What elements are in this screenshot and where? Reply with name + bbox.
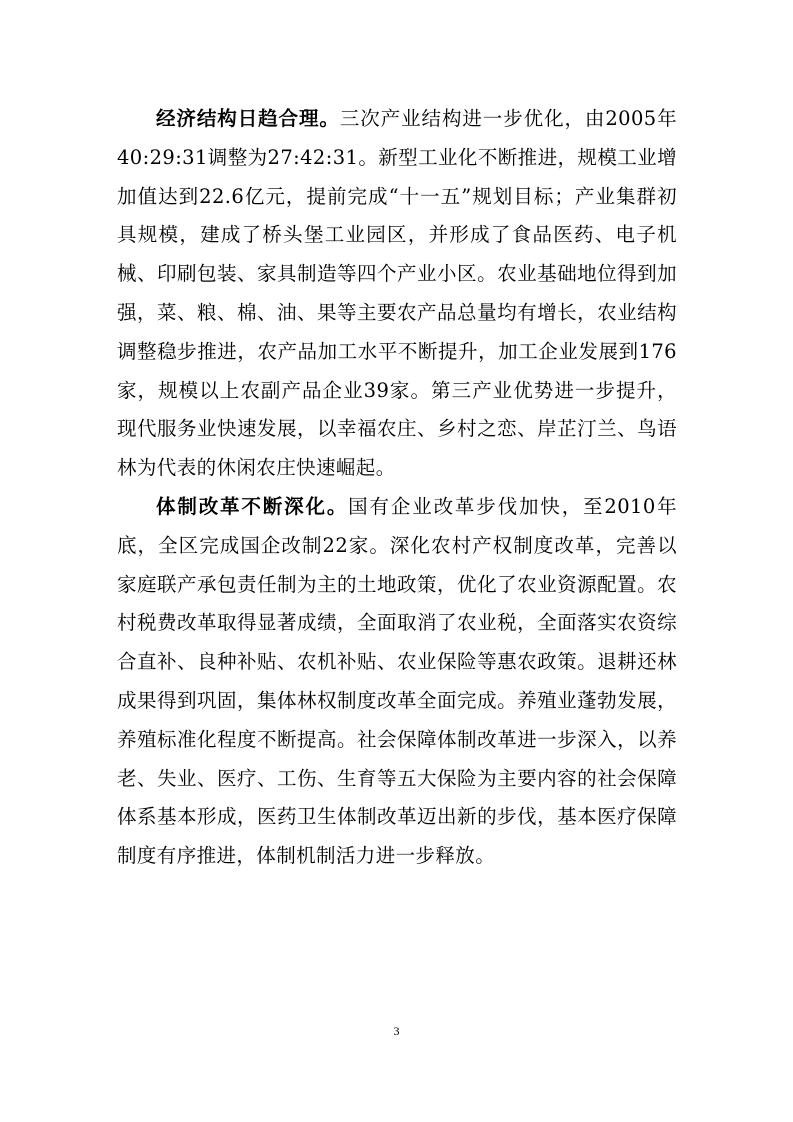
paragraph-heading: 经济结构日趋合理。 [156, 107, 340, 130]
paragraph-system-reform [117, 488, 677, 876]
page-number: 3 [393, 1024, 400, 1038]
paragraph-body: 国有企业改革步伐加快，至2010年底，全区完成国企改制22家。深化农村产权制度改革，完善以家庭联产承包责任制为主的土地政策，优化了农业资源配置。农村税费改革取得显著成绩，全面取消了农业税，全面落实农资综合直补、良种补贴、农机补贴、农业保险等惠农政策。退耕还林成果得到巩固，集体林权制度改革全面完成。养殖业蓬勃发展，养殖标准化程度不断提高。社会保障体制改革进一步深入，以养老、失业、医疗、工伤、生育等五大保险为主要内容的社会保障体系基本形成，医药卫生体制改革迈出新的步伐，基本医疗保障制度有序推进，体制机制活力进一步释放。 [117, 494, 677, 868]
paragraph-economic-structure [117, 100, 677, 488]
paragraph-heading: 体制改革不断深化。 [156, 494, 349, 518]
body-text [117, 100, 677, 876]
paragraph-body: 三次产业结构进一步优化，由2005年40:29:31调整为27:42:31。新型工业化不断推进，规模工业增加值达到22.6亿元，提前完成“十一五”规划目标；产业集群初具规模，建成了桥头堡工业园区，并形成了食品医药、电子机械、印刷包装、家具制造等四个产业小区。农业基础地位得到加强，菜、粮、棉、油、果等主要农产品总量均有增长，农业结构调整稳步推进，农产品加工水平不断提升，加工企业发展到176家，规模以上农副产品企业39家。第三产业优势进一步提升，现代服务业快速发展，以幸福农庄、乡村之恋、岸芷汀兰、鸟语林为代表的休闲农庄快速崛起。 [117, 107, 677, 480]
